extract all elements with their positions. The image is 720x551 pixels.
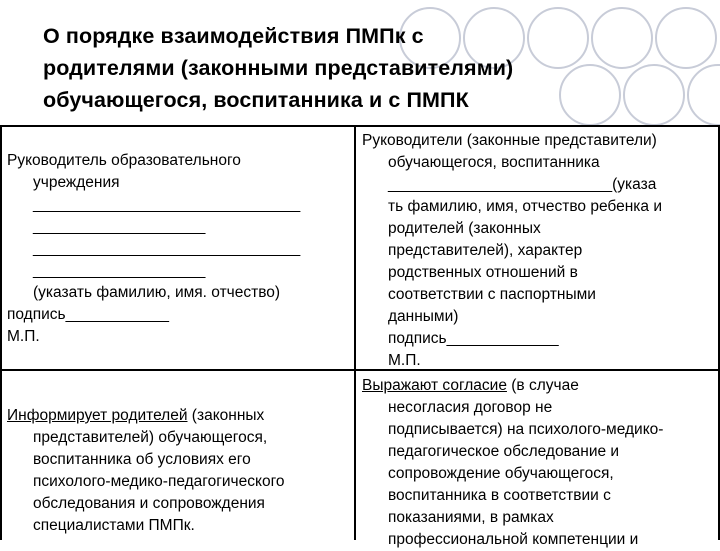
cell-educational-head: Руководитель образовательного учреждения _______________________________ ____________________ _______________________________ ____________________ (указать фамилию, имя. отчество) подпись____________ М.П.: [7, 152, 301, 345]
table-top-border: [0, 125, 720, 127]
table-left-border: [0, 125, 2, 540]
title-line-1: О порядке взаимодействия ПМПк с: [43, 24, 424, 48]
title-line-2: родителями (законными представителями): [43, 56, 514, 80]
table-column-divider: [354, 125, 356, 540]
cell-informs-parents: Информирует родителей (законных представителей) обучающегося, воспитанника об условиях его психолого-медико-педагогического обследования и сопровождения специалистами ПМПк.: [7, 407, 285, 534]
cell-parents: Руководители (законные представители) обучающегося, воспитанника __________________________(указа ть фамилию, имя, отчество ребенка и родителей (законных представителей), характер родственных отношений в соответствии с паспортными данными) подпись_____________ М.П.: [362, 132, 662, 369]
page-title: [43, 20, 643, 116]
cell-parents-consent: Выражают согласие (в случае несогласия договор не подписывается) на психолого-медико- педагогическое обследование и сопровождение обучающегося, воспитанника в соответствии с показаниями, в рамках профессиональной компетенции и: [362, 377, 664, 548]
title-line-3: обучающегося, воспитанника и с ПМПК: [43, 88, 469, 112]
